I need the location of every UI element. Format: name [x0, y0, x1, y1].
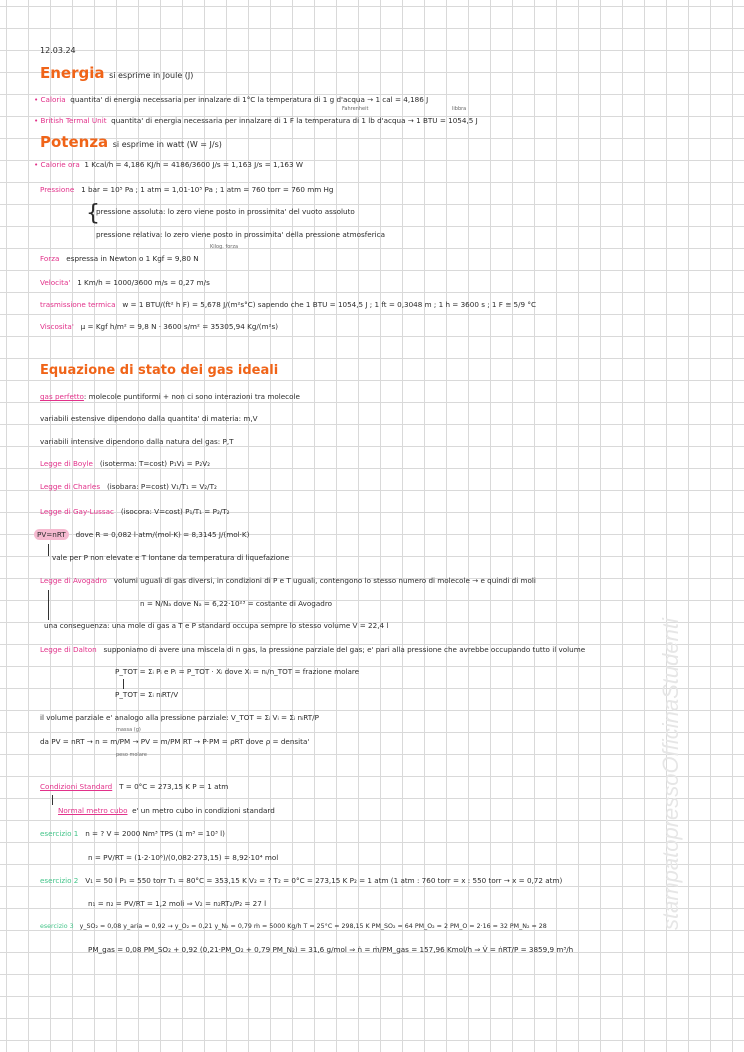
dalton-equation-1: P_TOT = Σᵢ Pᵢ e Pᵢ = P_TOT · Xᵢ dove Xᵢ = nᵢ/n_TOT = frazione molare: [115, 667, 360, 676]
potenza-section: [40, 133, 222, 151]
viscosita-label: Viscosita': [40, 322, 74, 331]
velocita-text: 1 Km/h = 1000/3600 m/s = 0,27 m/s: [77, 278, 210, 287]
trasmissione-line: [40, 300, 536, 310]
charles-line: [40, 482, 217, 492]
gas-perfetto-label: gas perfetto: [40, 392, 84, 401]
normal-label: Normal metro cubo: [58, 806, 128, 815]
exercise-3-line1: [40, 922, 547, 932]
avogadro-text: volumi uguali di gas diversi, in condizioni di P e T uguali, contengono lo stesso numero di molecole → e quindi di moli: [113, 576, 536, 585]
variabili-estensive: variabili estensive dipendono dalla quantita' di materia: m,V: [40, 414, 258, 423]
exercise-2-line1: [40, 876, 562, 886]
btu-label: British Termal Unit: [40, 116, 107, 125]
libbra-note: libbra: [452, 106, 467, 112]
watermark: stampatopressoOfficinaStudenti: [658, 618, 683, 930]
energia-title: Energia: [40, 64, 105, 82]
forza-note: Kilog. forza: [210, 244, 239, 250]
avogadro-line: [40, 576, 536, 586]
viscosita-text: µ = Kgf h/m² = 9,8 N · 3600 s/m² = 35305,94 Kg/(m²s): [80, 322, 279, 331]
densita-line: da PV = nRT → n = m/PM → PV = m/PM RT → P·PM = ρRT dove ρ = densita': [40, 737, 310, 746]
viscosita-line: [40, 322, 278, 332]
pressione-text: 1 bar = 10⁵ Pa ; 1 atm = 1,01·10⁵ Pa ; 1 atm = 760 torr = 760 mm Hg: [81, 185, 334, 194]
dalton-label: Legge di Dalton: [40, 645, 97, 654]
exercise-3-solution: PM_gas = 0,08 PM_SO₂ + 0,92 (0,21·PM_O₂ + 0,79 PM_N₂) = 31,6 g/mol ⇒ ṅ = ṁ/PM_gas = 157,96 Kmol/h ⇒ V̇ = ṅRT/P = 3859,9 m³/h: [88, 945, 574, 954]
vale-line: vale per P non elevate e T lontane da temperatura di liquefazione: [52, 553, 290, 562]
arrow-down-1: [48, 544, 49, 556]
gas-perfetto-line: [40, 392, 300, 402]
exercise-1-line1: [40, 829, 225, 839]
energia-section: [40, 64, 193, 82]
pressione-line: [40, 185, 333, 195]
pressione-relativa: pressione relativa: lo zero viene posto in prossimita' della pressione atmosferica: [96, 230, 386, 239]
exercise-1-given: n = ? V = 2000 Nm³ TPS (1 m³ = 10³ l): [85, 829, 225, 838]
caloria-line: • Caloria quantita' di energia necessaria per innalzare di 1°C la temperatura di 1 g d'acqua → 1 cal = 4,186 J: [34, 95, 429, 104]
calorie-ora-line: • Calorie ora 1 Kcal/h = 4,186 KJ/h = 4186/3600 J/s = 1,163 J/s = 1,163 W: [34, 160, 303, 169]
gay-lussac-text: (isocora: V=cost) P₁/T₁ = P₂/T₂: [120, 507, 230, 516]
potenza-title: Potenza: [40, 133, 109, 151]
velocita-line: [40, 278, 210, 288]
arrow-down-2: [48, 590, 49, 620]
btu-line: • British Termal Unit quantita' di energia necessaria per innalzare di 1 F la temperatura di 1 lb d'acqua → 1 BTU = 1054,5 J: [34, 116, 478, 125]
calorie-ora-label: Calorie ora: [40, 160, 80, 169]
peso-molare-note: peso molare: [116, 752, 147, 758]
caloria-text: quantita' di energia necessaria per innalzare di 1°C la temperatura di 1 g d'acqua → 1 cal = 4,186 J: [70, 95, 429, 104]
boyle-label: Legge di Boyle: [40, 459, 93, 468]
velocita-label: Velocita': [40, 278, 71, 287]
volume-parziale: il volume parziale e' analogo alla pressione parziale: V_TOT = Σᵢ Vᵢ = Σᵢ nᵢRT/P: [40, 713, 319, 722]
exercise-1-label: esercizio 1: [40, 829, 79, 838]
pressione-assoluta: pressione assoluta: lo zero viene posto in prossimita' del vuoto assoluto: [96, 207, 355, 216]
gas-perfetto-text: : molecole puntiformi + non ci sono interazioni tra molecole: [83, 392, 300, 401]
dalton-equation-2: P_TOT = Σᵢ nᵢRT/V: [115, 690, 179, 699]
btu-text: quantita' di energia necessaria per innalzare di 1 F la temperatura di 1 lb d'acqua → 1 BTU = 1054,5 J: [111, 116, 478, 125]
charles-text: (isobara: P=cost) V₁/T₁ = V₂/T₂: [106, 482, 217, 491]
ideal-gas-law: PV=nRT: [34, 529, 69, 540]
avogadro-label: Legge di Avogadro: [40, 576, 107, 585]
exercise-3-label: esercizio 3: [40, 923, 74, 930]
trasmissione-text: w = 1 BTU/(ft² h F) = 5,678 J/(m²s°C) sapendo che 1 BTU = 1054,5 J ; 1 ft = 0,3048 m ; 1 h = 3600 s ; 1 F ≅ 5/9 °C: [122, 300, 536, 309]
pressione-label: Pressione: [40, 185, 75, 194]
standard-text: T = 0°C = 273,15 K P = 1 atm: [119, 782, 229, 791]
normal-line: [58, 806, 275, 816]
conseguenza-line: una conseguenza: una mole di gas a T e P standard occupa sempre lo stesso volume V = 22,4 l: [44, 621, 389, 630]
forza-text: espressa in Newton o 1 Kgf = 9,80 N: [66, 254, 199, 263]
avogadro-equation: n = N/Nₐ dove Nₐ = 6,22·10²³ = costante di Avogadro: [140, 599, 333, 608]
boyle-text: (isoterma: T=cost) P₁V₁ = P₂V₂: [99, 459, 211, 468]
ideal-gas-law-line: [34, 530, 249, 540]
fahrenheit-note: Fahrenheit: [342, 106, 369, 112]
exercise-2-label: esercizio 2: [40, 876, 79, 885]
dalton-line: [40, 645, 585, 655]
arrow-down-4: [52, 795, 53, 805]
charles-label: Legge di Charles: [40, 482, 101, 491]
massa-note: massa (g): [116, 727, 141, 733]
boyle-line: [40, 459, 210, 469]
gay-lussac-line: [40, 507, 230, 517]
exercise-3-given: y_SO₂ = 0,08 y_aria = 0,92 → y_O₂ = 0,21 y_N₂ = 0,79 ṁ = 5000 Kg/h T = 25°C = 298,15 K PM_SO₂ = 64 PM_O₂ = 2 PM_O = 2·16 = 32 PM_N₂ = 28: [79, 923, 547, 930]
trasmissione-label: trasmissione termica: [40, 300, 116, 309]
standard-line: [40, 782, 228, 792]
exercise-2-solution: n₁ = n₂ = PV/RT = 1,2 moli ⇒ V₂ = n₂RT₂/P₂ = 27 l: [88, 899, 267, 908]
date: 12.03.24: [40, 46, 76, 55]
normal-text: e' un metro cubo in condizioni standard: [132, 806, 275, 815]
variabili-intensive: variabili intensive dipendono dalla natura del gas: P,T: [40, 437, 234, 446]
forza-line: [40, 254, 199, 264]
gay-lussac-label: Legge di Gay-Lussac: [40, 507, 114, 516]
energia-desc: si esprime in Joule (J): [109, 71, 194, 80]
forza-label: Forza: [40, 254, 60, 263]
caloria-label: Caloria: [40, 95, 66, 104]
dalton-text: supponiamo di avere una miscela di n gas, la pressione parziale del gas; e' pari alla pressione che avrebbe occupando tutto il volume: [103, 645, 586, 654]
calorie-ora-text: 1 Kcal/h = 4,186 KJ/h = 4186/3600 J/s = 1,163 J/s = 1,163 W: [84, 160, 303, 169]
exercise-1-solution: n = PV/RT = (1·2·10⁶)/(0,082·273,15) = 8,92·10⁴ mol: [88, 853, 279, 862]
standard-label: Condizioni Standard: [40, 782, 113, 791]
potenza-desc: si esprime in watt (W = J/s): [112, 140, 222, 149]
exercise-2-given: V₁ = 50 l P₁ = 550 torr T₁ = 80°C = 353,15 K V₂ = ? T₂ = 0°C = 273,15 K P₂ = 1 atm (1 atm : 760 torr = x : 550 torr → x = 0,72 atm): [85, 876, 563, 885]
gas-title: Equazione di stato dei gas ideali: [40, 363, 279, 378]
arrow-down-3: [123, 679, 124, 689]
gas-constant-text: dove R = 0,082 l·atm/(mol·K) = 8,3145 J/(mol·K): [75, 530, 250, 539]
pressione-brace: {: [86, 201, 100, 226]
